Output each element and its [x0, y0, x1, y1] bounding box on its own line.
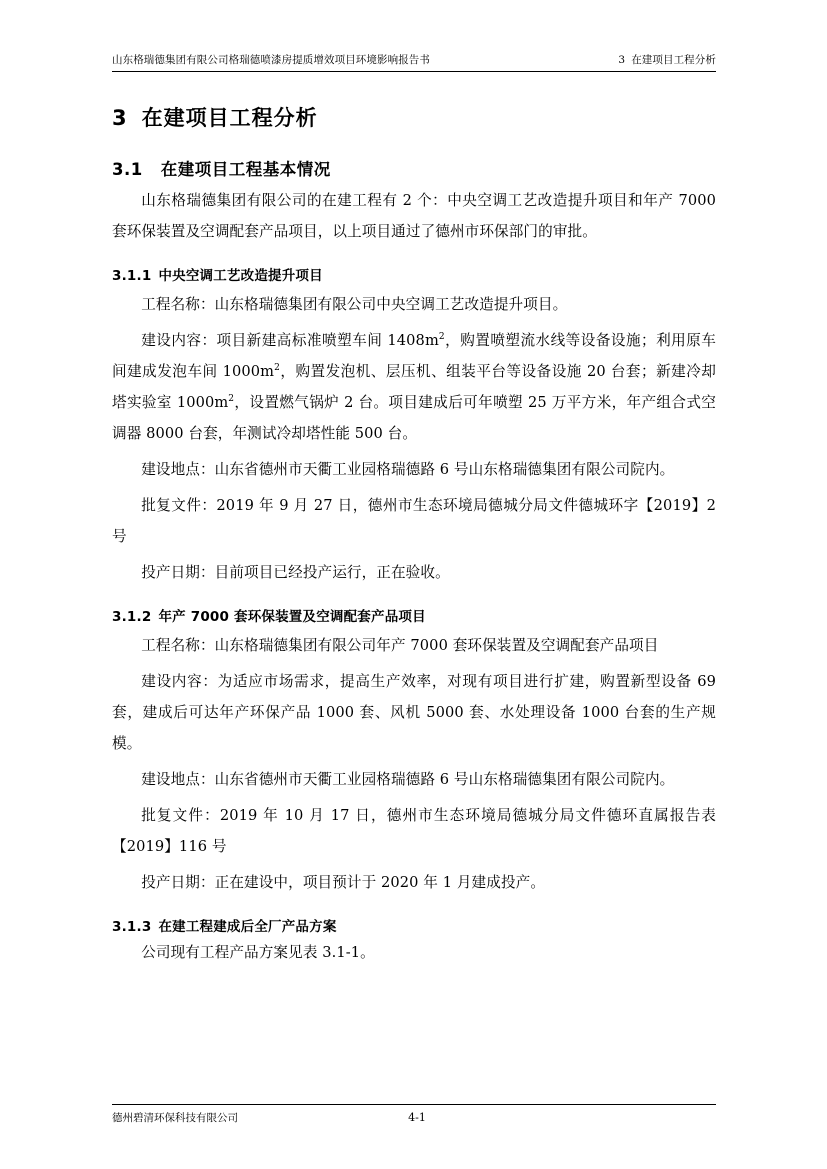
- subsection-number-312: 3.1.2: [112, 609, 152, 625]
- superscript-square-3: 2: [228, 394, 235, 405]
- subsection-heading-311: [112, 264, 716, 284]
- page-footer: [112, 1104, 716, 1125]
- running-header-right: [618, 52, 716, 68]
- running-header-chapter-number: 3: [618, 54, 626, 66]
- chapter-heading: [112, 102, 716, 132]
- subsection-title-311: 中央空调工艺改造提升项目: [158, 268, 323, 284]
- project1-site-paragraph: 建设地点：山东省德州市天衢工业园格瑞德路 6 号山东格瑞德集团有限公司院内。: [141, 461, 675, 478]
- subsection-title-312: 年产 7000 套环保装置及空调配套产品项目: [158, 609, 426, 625]
- section-intro-paragraph: 山东格瑞德集团有限公司的在建工程有 2 个：中央空调工艺改造提升项目和年产 7000 套环保装置及空调配套产品项目，以上项目通过了德州市环保部门的审批。: [112, 192, 716, 240]
- project2-content-paragraph: 建设内容：为适应市场需求，提高生产效率，对现有项目进行扩建，购置新型设备 69 套，建成后可达年产环保产品 1000 套、风机 5000 套、水处理设备 1000 台套的生产规模。: [112, 673, 716, 752]
- subsection-number-313: 3.1.3: [112, 919, 152, 935]
- section-title: 在建项目工程基本情况: [160, 160, 331, 179]
- subsection-heading-313: [112, 915, 716, 935]
- running-header: [112, 52, 716, 72]
- page-content: [112, 52, 716, 968]
- project2-name-paragraph: 工程名称：山东格瑞德集团有限公司年产 7000 套环保装置及空调配套产品项目: [141, 637, 659, 654]
- section-number: 3.1: [112, 160, 143, 179]
- superscript-square-2: 2: [274, 363, 280, 374]
- project1-content-part-d: ，设置燃气锅炉 2 台。项目建成后可年喷塑 25 万平方米，年产组合式空调器 8000 台套，年测试冷却塔性能 500 台。: [112, 394, 716, 442]
- project1-content-part-c: ，购置发泡机、层压机、组装平台等设备设施 20 台套；新建冷却塔实验室 1000m: [112, 363, 716, 411]
- project1-content-part-a: 建设内容：项目新建高标准喷塑车间 1408m: [141, 332, 439, 349]
- chapter-title: 在建项目工程分析: [141, 106, 318, 130]
- footer-page-number: 4-1: [408, 1111, 426, 1124]
- section-heading: [112, 156, 716, 180]
- project1-date-paragraph: 投产日期：目前项目已经投产运行，正在验收。: [141, 564, 450, 581]
- project1-content-part-b: ，购置喷塑流水线等设备设施；利用原车间建成发泡车间 1000m: [112, 332, 716, 380]
- subsection-number-311: 3.1.1: [112, 268, 152, 284]
- project2-site-paragraph: 建设地点：山东省德州市天衢工业园格瑞德路 6 号山东格瑞德集团有限公司院内。: [141, 771, 675, 788]
- project1-approval-paragraph: 批复文件：2019 年 9 月 27 日，德州市生态环境局德城分局文件德城环字【2019】2 号: [112, 497, 716, 545]
- subsection-title-313: 在建工程建成后全厂产品方案: [158, 919, 337, 935]
- project2-approval-paragraph: 批复文件：2019 年 10 月 17 日，德州市生态环境局德城分局文件德环直属报告表【2019】116 号: [112, 807, 716, 855]
- running-header-left: 山东格瑞德集团有限公司格瑞德喷漆房提质增效项目环境影响报告书: [112, 54, 430, 66]
- product-plan-paragraph: 公司现有工程产品方案见表 3.1-1。: [141, 944, 375, 961]
- footer-company: 德州碧清环保科技有限公司: [112, 1112, 238, 1124]
- project1-name-paragraph: 工程名称：山东格瑞德集团有限公司中央空调工艺改造提升项目。: [141, 296, 568, 313]
- project2-date-paragraph: 投产日期：正在建设中，项目预计于 2020 年 1 月建成投产。: [141, 874, 546, 891]
- subsection-heading-312: [112, 605, 716, 625]
- superscript-square-1: 2: [438, 332, 445, 343]
- project1-content-paragraph: [112, 325, 716, 449]
- running-header-chapter-title: 在建项目工程分析: [631, 54, 716, 66]
- chapter-number: 3: [112, 106, 128, 130]
